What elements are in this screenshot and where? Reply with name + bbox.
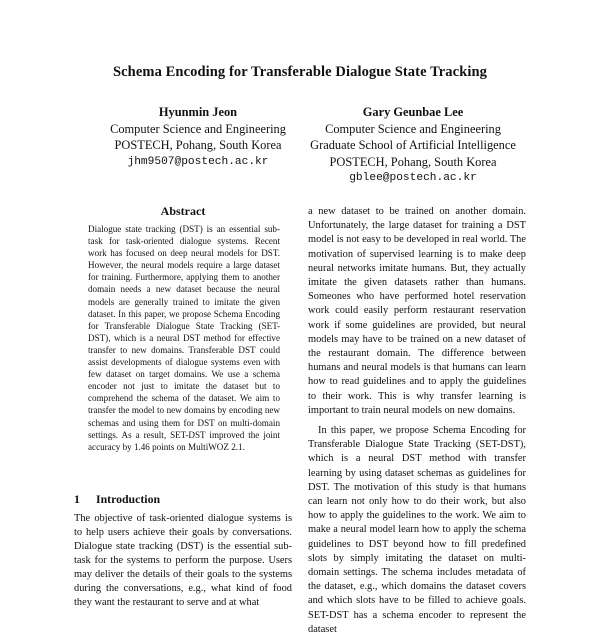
author-name: Gary Geunbae Lee [362, 105, 464, 119]
author-affiliation: POSTECH, Pohang, South Korea [329, 154, 497, 169]
author-name: Hyunmin Jeon [158, 105, 238, 119]
intro-paragraph-continued: a new dataset to be trained on another domain. Unfortunately, the large dataset for training a DST model is not easy to be developed in real world. The motivation of supervised learning is to make deep neural networks imitate humans. But, they actually imitate the given datasets rather than humans. Someones who have performed hotel reservation work could easily perform restaurant reservation work if some guidelines are provided, but neural models may have to be trained on a new dataset of the restaurant domain. The difference between humans and neural models is that humans can learn how to read guidelines and to apply the guidelines to their work. This is why transfer learning is important to train neural models on new domains. [308, 206, 526, 416]
author-block-1 [80, 104, 316, 170]
author-affiliation: POSTECH, Pohang, South Korea [114, 138, 282, 152]
author-affiliation: Computer Science and Engineering [110, 121, 286, 136]
section-title: Introduction [96, 492, 161, 506]
intro-paragraph: In this paper, we propose Schema Encoding for Transferable Dialogue State Tracking (SET-DST), which is a neural DST method with transfer learning by using dataset schemas as guidelines for DST. The motivation of this study is that humans can learn not only how to do their work, but also how to apply the guidelines to the work. We aim to make a neural model learn how to apply the schema guidelines to DST beyond how to fill predefined slots by simply imitating the dataset on multi-domain settings. The schema includes metadata of the dataset, e.g., which domains the dataset covers and which slots have to be filled to achieve goals. SET-DST has a schema encoder to represent the dataset [308, 425, 526, 635]
section-number: 1 [74, 492, 80, 506]
author-affiliation: Computer Science and Engineering [325, 121, 501, 136]
section-heading [74, 492, 304, 507]
author-email[interactable]: gblee@postech.ac.kr [349, 172, 477, 184]
abstract-heading: Abstract [160, 204, 206, 218]
abstract-text: Dialogue state tracking (DST) is an essential sub-task for task-oriented dialogue systems. Recent work has focused on deep neural models for DST. However, the neural models require a large dataset for training. Furthermore, applying them to another domain needs a new dataset because the neural models are generally trained to imitate the given dataset. In this paper, we propose Schema Encoding for Transferable Dialogue State Tracking (SET-DST), which is a neural DST method for effective transfer to new domains. Transferable DST could assist developments of dialogue systems even with few dataset on target domains. We use a schema encoder not just to imitate the dataset but to comprehend the schema of the dataset. We aim to transfer the model to new domains by encoding new schemas and using them for DST on multi-domain settings. As a result, SET-DST improved the joint accuracy by 1.46 points on MultiWOZ 2.1. [88, 224, 280, 452]
right-column [308, 205, 526, 637]
author-block-2 [292, 104, 534, 187]
intro-left-paragraph: The objective of task-oriented dialogue systems is to help users achieve their goals by conversations. Dialogue state tracking (DST) is the essential sub-task for the systems to perform the purpose. Users may deliver the details of their goals to the systems during the conversations, e.g., what kind of food they want the restaurant to serve and at what [74, 513, 292, 608]
paper-title: Schema Encoding for Transferable Dialogue State Tracking [112, 64, 487, 80]
author-affiliation: Graduate School of Artificial Intelligence [310, 138, 516, 152]
author-email[interactable]: jhm9507@postech.ac.kr [127, 155, 269, 168]
